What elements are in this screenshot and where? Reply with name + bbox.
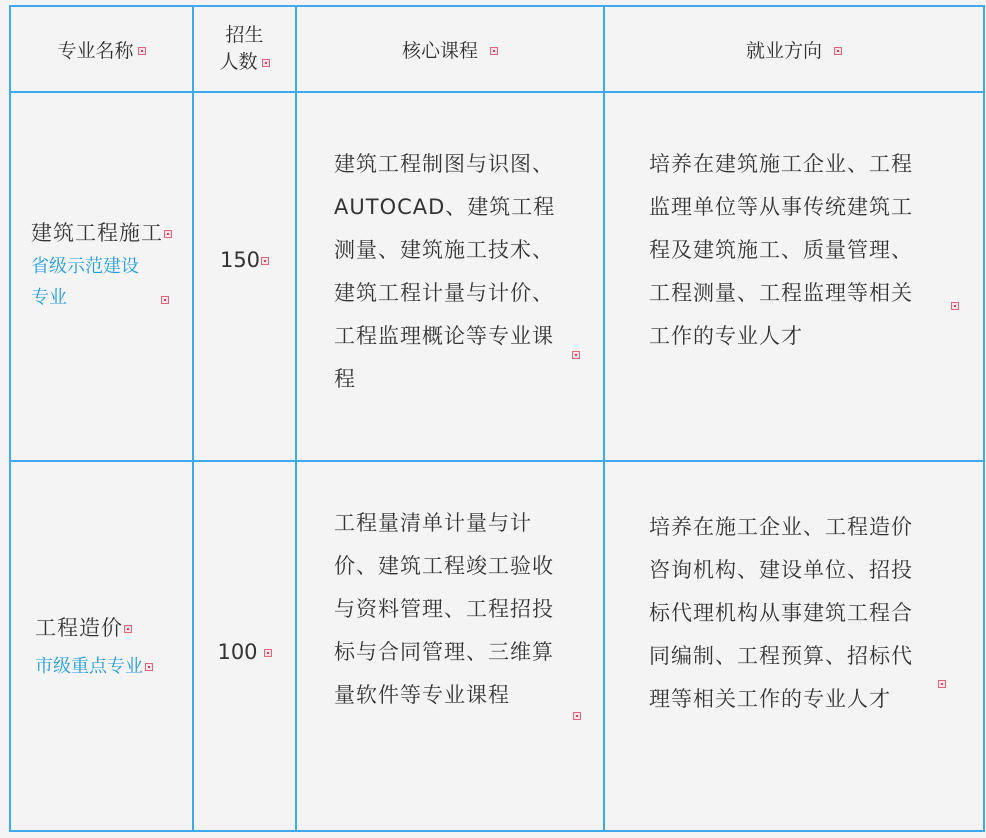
paragraph-mark-icon: [573, 712, 581, 720]
major-tag: 市级重点专业: [35, 656, 143, 677]
courses-text: 工程量清单计量与计 价、建筑工程竣工验收 与资料管理、工程招投 标与合同管理、三维算 量软件等专业课程: [334, 511, 554, 707]
major-cell: [10, 461, 193, 831]
paragraph-mark-icon: [262, 59, 270, 67]
major-name: 工程造价: [35, 616, 123, 640]
career-cell: [604, 461, 984, 831]
courses-text: 建筑工程制图与识图、 AUTOCAD、建筑工程 测量、建筑施工技术、 建筑工程计量与计价、 工程监理概论等专业课 程: [334, 152, 556, 391]
header-enroll-line2: 人数: [219, 51, 258, 73]
paragraph-mark-icon: [938, 680, 946, 688]
count-cell: [193, 92, 296, 461]
header-major-label: 专业名称: [57, 39, 134, 62]
courses-cell: [296, 461, 604, 831]
major-name: 建筑工程施工: [31, 221, 163, 245]
career-cell: [604, 92, 984, 461]
major-cell: [10, 92, 193, 461]
major-tag: 省级示范建设 专业: [31, 256, 139, 308]
header-enroll-line1: 招生: [225, 24, 264, 46]
header-courses: [296, 6, 604, 92]
paragraph-mark-icon: [261, 257, 269, 265]
header-career-label: 就业方向: [745, 39, 822, 62]
paragraph-mark-icon: [164, 230, 172, 238]
table-row: [10, 92, 984, 461]
enroll-count: 100: [217, 640, 258, 664]
paragraph-mark-icon: [145, 663, 153, 671]
count-cell: [193, 461, 296, 831]
paragraph-mark-icon: [264, 649, 272, 657]
career-text: 培养在建筑施工企业、工程 监理单位等从事传统建筑工 程及建筑施工、质量管理、 工程测量、工程监理等相关 工作的专业人才: [649, 152, 913, 348]
paragraph-mark-icon: [124, 625, 132, 633]
header-courses-label: 核心课程: [401, 39, 478, 62]
paragraph-mark-icon: [161, 296, 169, 304]
paragraph-mark-icon: [138, 47, 146, 55]
paragraph-mark-icon: [490, 47, 498, 55]
paragraph-mark-icon: [834, 47, 842, 55]
paragraph-mark-icon: [572, 351, 580, 359]
career-text: 培养在施工企业、工程造价 咨询机构、建设单位、招投 标代理机构从事建筑工程合 同编制、工程预算、招标代 理等相关工作的专业人才: [649, 515, 913, 711]
majors-table: [9, 5, 985, 832]
header-career: [604, 6, 984, 92]
header-enroll: [193, 6, 296, 92]
header-row: [10, 6, 984, 92]
paragraph-mark-icon: [951, 302, 959, 310]
courses-cell: [296, 92, 604, 461]
table-row: [10, 461, 984, 831]
header-major: [10, 6, 193, 92]
enroll-count: 150: [219, 248, 261, 272]
